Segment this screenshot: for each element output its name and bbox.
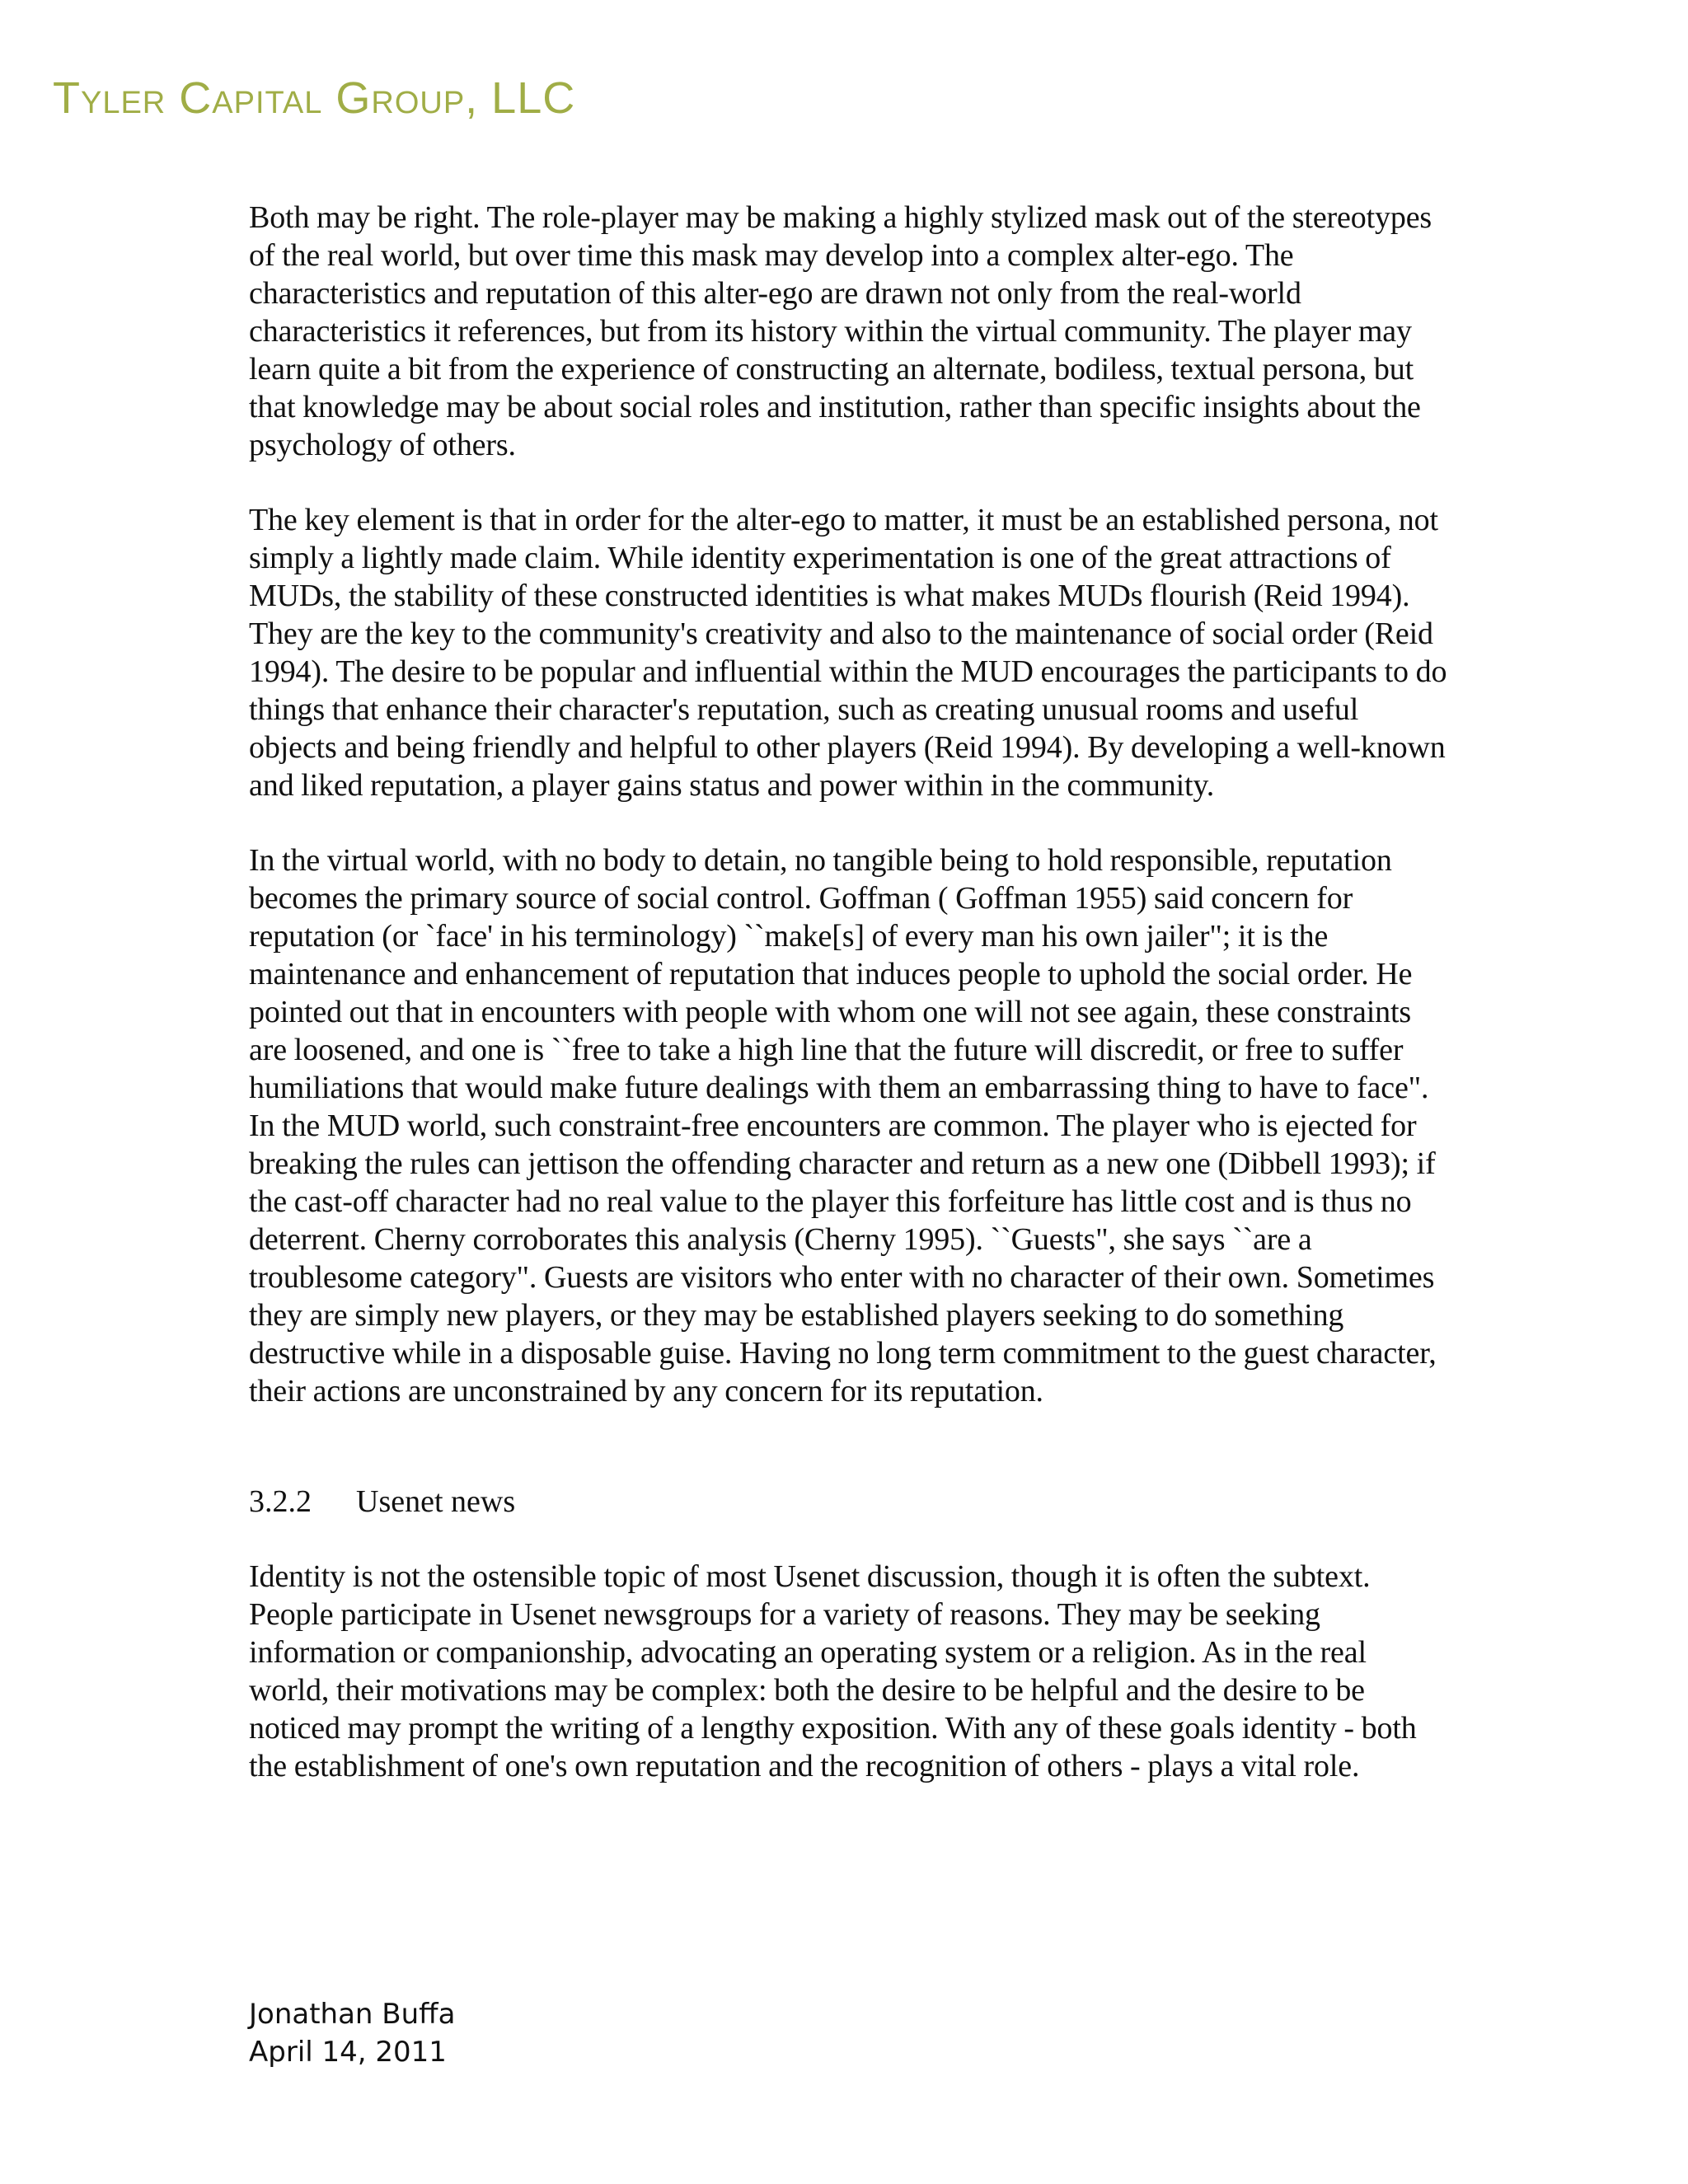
section-title: Usenet news — [356, 1484, 516, 1519]
signature-block — [249, 1995, 455, 2071]
author-name: Jonathan Buffa — [249, 1998, 456, 2031]
section-paragraph: Identity is not the ostensible topic of most Usenet discussion, though it is often the subtext. People participate in Usenet newsgroups for a variety of reasons. They may be seeking information or companionship, advocating an operating system or a religion. As in the real world, their motivations may be complex: both the desire to be helpful and the desire to be noticed may prompt the writing of a lengthy exposition. With any of these goals identity - both the establishment of one's own reputation and the recognition of others - plays a vital role. — [249, 1559, 1417, 1783]
document-body — [249, 199, 1449, 1822]
section-number: 3.2.2 — [249, 1484, 312, 1519]
company-header: Tyler Capital Group, LLC — [53, 73, 576, 123]
body-paragraph-3: In the virtual world, with no body to detain, no tangible being to hold responsible, reputation becomes the primary source of social control. Goffman ( Goffman 1955) said concern for reputation (or `face' in his terminology) ``make[s] of every man his own jailer"; it is the maintenance and enhancement of reputation that induces people to uphold the social order. He pointed out that in encounters with people with whom one will not see again, these constraints are loosened, and one is ``free to take a high line that the future will discredit, or free to suffer humiliations that would make future dealings with them an embarrassing thing to have to face". In the MUD world, such constraint-free encounters are common. The player who is ejected for breaking the rules can jettison the offending character and return as a new one (Dibbell 1993); if the cast-off character had no real value to the player this forfeiture has little cost and is thus no deterrent. Cherny corroborates this analysis (Cherny 1995). ``Guests", she says ``are a troublesome category". Guests are visitors who enter with no character of their own. Sometimes they are simply new players, or they may be established players seeking to do something destructive while in a disposable guise. Having no long term commitment to the guest character, their actions are unconstrained by any concern for its reputation. — [249, 843, 1437, 1408]
document-date: April 14, 2011 — [249, 2036, 447, 2069]
section-heading — [249, 1483, 1449, 1521]
body-paragraph-2: The key element is that in order for the alter-ego to matter, it must be an established persona, not simply a lightly made claim. While identity experimentation is one of the great attractions of MUDs, the stability of these constructed identities is what makes MUDs flourish (Reid 1994). They are the key to the community's creativity and also to the maintenance of social order (Reid 1994). The desire to be popular and influential within the MUD encourages the participants to do things that enhance their character's reputation, such as creating unusual rooms and useful objects and being friendly and helpful to other players (Reid 1994). By developing a well-known and liked reputation, a player gains status and power within in the community. — [249, 503, 1447, 803]
body-paragraph-1: Both may be right. The role-player may be making a highly stylized mask out of the stereotypes of the real world, but over time this mask may develop into a complex alter-ego. The characteristics and reputation of this alter-ego are drawn not only from the real-world characteristics it references, but from its history within the virtual community. The player may learn quite a bit from the experience of constructing an alternate, bodiless, textual persona, but that knowledge may be about social roles and institution, rather than specific insights about the psychology of others. — [249, 200, 1432, 462]
